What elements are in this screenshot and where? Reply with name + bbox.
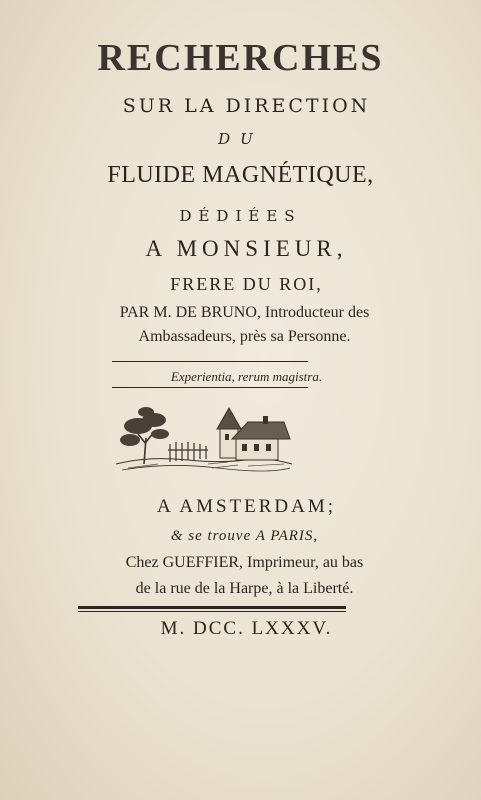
dedicatee: A MONSIEUR,: [145, 236, 348, 261]
subtitle-du: DU: [218, 130, 263, 148]
imprint-year: M. DCC. LXXXV.: [160, 618, 333, 639]
imprint-rule-thin: [78, 611, 346, 612]
author-line-1: PAR M. DE BRUNO, Introducteur des: [119, 304, 370, 321]
dedication-word: DÉDIÉES: [179, 207, 302, 225]
imprint-also-found: & se trouve A PARIS,: [170, 528, 319, 544]
landscape-vignette-icon: [108, 398, 298, 478]
subtitle-fluide-magnetique: FLUIDE MAGNÉTIQUE,: [107, 162, 374, 188]
imprint-rule-thick: [78, 606, 346, 609]
printer-line-1: Chez GUEFFIER, Imprimeur, au bas: [125, 554, 364, 571]
subtitle-sur-la-direction: SUR LA DIRECTION: [122, 95, 371, 117]
epigraph: Experientia, rerum magistra.: [170, 369, 323, 384]
author-line-2: Ambassadeurs, près sa Personne.: [138, 328, 351, 345]
book-title: RECHERCHES: [97, 37, 384, 79]
epigraph-rule-bottom: [112, 387, 308, 388]
imprint-place: A AMSTERDAM;: [156, 496, 337, 517]
epigraph-rule-top: [112, 361, 308, 362]
dedicatee-title: FRERE DU ROI,: [170, 274, 323, 294]
printer-line-2: de la rue de la Harpe, à la Liberté.: [135, 580, 354, 597]
